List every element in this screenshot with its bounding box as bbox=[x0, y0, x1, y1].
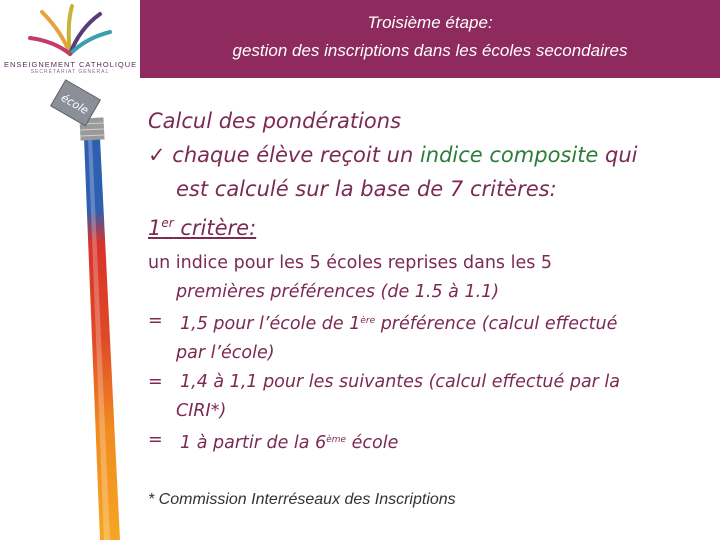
slide-header bbox=[140, 0, 720, 78]
logo-graphic bbox=[24, 2, 116, 58]
paragraph-intro-line-1: un indice pour les 5 écoles reprises dans les 5 bbox=[148, 253, 553, 273]
item2-line-2: CIRI*) bbox=[176, 401, 227, 421]
footnote: * Commission Interréseaux des Inscriptions bbox=[148, 491, 456, 508]
criterion-num: 1 bbox=[148, 216, 162, 240]
equals-sign: = bbox=[148, 311, 163, 331]
section-heading: Calcul des pondérations bbox=[148, 109, 402, 133]
logo-subtitle: SECRÉTARIAT GÉNÉRAL bbox=[30, 69, 110, 75]
list-item-1 bbox=[148, 307, 708, 368]
logo bbox=[0, 0, 140, 78]
criterion-heading bbox=[148, 206, 708, 245]
equals-sign: = bbox=[148, 372, 163, 392]
header-line-1: Troisième étape: bbox=[367, 13, 493, 32]
list-item-2 bbox=[148, 368, 708, 426]
criterion-number bbox=[148, 216, 256, 240]
item1-sup: ère bbox=[360, 316, 376, 326]
item3-post: école bbox=[346, 433, 399, 453]
check-text-highlight: indice composite bbox=[419, 143, 599, 167]
item1-post: préférence (calcul effectué bbox=[375, 314, 618, 334]
equals-sign: = bbox=[148, 430, 163, 450]
check-item-line-2: est calculé sur la base de 7 critères: bbox=[176, 177, 557, 201]
item1-line-2: par l’école) bbox=[176, 343, 275, 363]
pencil-illustration bbox=[0, 78, 140, 540]
check-item bbox=[148, 138, 708, 172]
item2-line-1: 1,4 à 1,1 pour les suivantes (calcul effectué par la bbox=[180, 372, 621, 392]
criterion-sup: er bbox=[161, 216, 174, 230]
item3-sup: ème bbox=[326, 435, 347, 445]
header-line-2: gestion des inscriptions dans les écoles secondaires bbox=[232, 41, 628, 60]
paragraph-intro bbox=[148, 249, 708, 307]
pencil-label: école bbox=[58, 91, 91, 118]
slide-content bbox=[148, 104, 708, 458]
item3-pre: 1 à partir de la 6 bbox=[180, 433, 327, 453]
checkmark-icon: ✓ bbox=[148, 143, 166, 167]
list-item-3 bbox=[148, 426, 708, 458]
paragraph-intro-line-2: premières préférences (de 1.5 à 1.1) bbox=[176, 282, 500, 302]
check-text-pre: chaque élève reçoit un bbox=[165, 143, 420, 167]
check-text-post: qui bbox=[598, 143, 638, 167]
item1-pre: 1,5 pour l’école de 1 bbox=[180, 314, 361, 334]
criterion-text: critère: bbox=[173, 216, 257, 240]
logo-name: ENSEIGNEMENT CATHOLIQUE bbox=[4, 60, 138, 69]
